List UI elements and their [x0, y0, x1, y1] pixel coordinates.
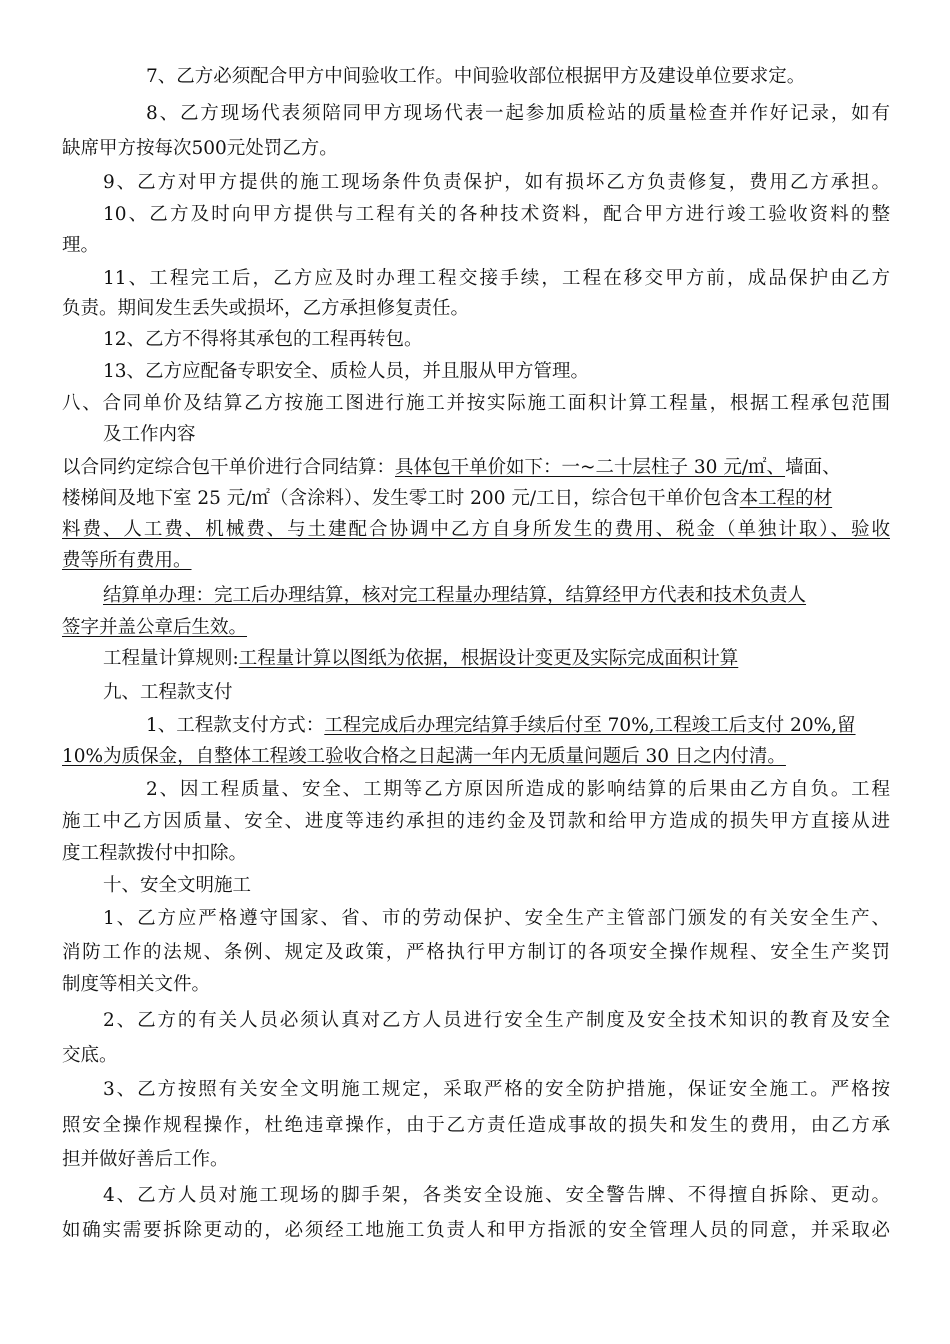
clause-9-line: 9、乙方对甲方提供的施工现场条件负责保护，如有损坏乙方负责修复，费用乙方承担。	[103, 172, 890, 193]
unit-price-line-2	[62, 486, 832, 512]
unit-price-line-4: 费等所有费用。	[62, 550, 192, 571]
quantity-rule-text: 工程量计算以图纸为依据，根据设计变更及实际完成面积计算	[238, 648, 739, 669]
unit-price-includes: 本工程的材	[739, 488, 833, 509]
clause-13-line: 13、乙方应配备专职安全、质检人员，并且服从甲方管理。	[103, 361, 590, 382]
payment-1-label: 1、工程款支付方式：	[146, 715, 325, 736]
settlement-line-1	[103, 583, 890, 609]
unit-price-stairs: 楼梯间及地下室 25 元/㎡（含涂料）、发生零工时 200 元/工日，综合包干单价包含	[62, 488, 740, 509]
safety-3-line-3: 担并做好善后工作。	[62, 1149, 229, 1170]
settlement-line-2: 签字并盖公章后生效。	[62, 617, 248, 638]
payment-1-text: 工程完成后办理完结算手续后付至 70%,工程竣工后支付 20%,留	[324, 715, 856, 736]
unit-price-wall: 墙面、	[785, 457, 841, 478]
clause-10-line-2: 理。	[62, 235, 100, 256]
clause-8-line-2: 缺席甲方按每次500元处罚乙方。	[62, 138, 338, 159]
section-8-heading-line-1: 八、合同单价及结算乙方按施工图进行施工并按实际施工面积计算工程量，根据工程承包范围	[62, 393, 890, 414]
payment-1-line-1	[146, 713, 856, 739]
unit-price-detail: 具体包干单价如下：一~二十层柱子 30 元/㎡、	[395, 457, 786, 478]
payment-2-line-2: 施工中乙方因质量、安全、进度等违约承担的违约金及罚款和给甲方造成的损失甲方直接从进	[62, 811, 890, 832]
clause-11-line-1: 11、工程完工后，乙方应及时办理工程交接手续，工程在移交甲方前，成品保护由乙方	[103, 268, 890, 289]
safety-3-line-1: 3、乙方按照有关安全文明施工规定，采取严格的安全防护措施，保证安全施工。严格按	[103, 1079, 890, 1100]
clause-12-line: 12、乙方不得将其承包的工程再转包。	[103, 329, 423, 350]
clause-7-line: 7、乙方必须配合甲方中间验收工作。中间验收部位根据甲方及建设单位要求定。	[146, 66, 806, 87]
clause-8-line-1: 8、乙方现场代表须陪同甲方现场代表一起参加质检站的质量检查并作好记录，如有	[146, 103, 890, 124]
payment-2-line-3: 度工程款拨付中扣除。	[62, 843, 248, 864]
safety-1-line-3: 制度等相关文件。	[62, 974, 211, 995]
safety-4-line-2: 如确实需要拆除更动的，必须经工地施工负责人和甲方指派的安全管理人员的同意，并采取必	[62, 1220, 890, 1241]
settlement-label: 结算单办理：	[103, 585, 215, 606]
safety-1-line-2: 消防工作的法规、条例、规定及政策，严格执行甲方制订的各项安全操作规程、安全生产奖罚	[62, 942, 890, 963]
unit-price-intro: 以合同约定综合包干单价进行合同结算：	[62, 457, 396, 478]
clause-10-line-1: 10、乙方及时向甲方提供与工程有关的各种技术资料，配合甲方进行竣工验收资料的整	[103, 204, 890, 225]
safety-4-line-1: 4、乙方人员对施工现场的脚手架，各类安全设施、安全警告牌、不得擅自拆除、更动。	[103, 1185, 890, 1206]
safety-2-line-1: 2、乙方的有关人员必须认真对乙方人员进行安全生产制度及安全技术知识的教育及安全	[103, 1010, 890, 1031]
settlement-text: 完工后办理结算，核对完工程量办理结算，结算经甲方代表和技术负责人	[214, 585, 807, 606]
quantity-rule-line	[103, 646, 738, 672]
unit-price-line-3: 料费、人工费、机械费、与土建配合协调中乙方自身所发生的费用、税金（单独计取）、验收	[62, 519, 890, 540]
section-10-heading: 十、安全文明施工	[103, 875, 252, 896]
section-8-heading-line-2: 及工作内容	[103, 424, 196, 445]
safety-1-line-1: 1、乙方应严格遵守国家、省、市的劳动保护、安全生产主管部门颁发的有关安全生产、	[103, 908, 890, 929]
safety-3-line-2: 照安全操作规程操作，杜绝违章操作，由于乙方责任造成事故的损失和发生的费用，由乙方承	[62, 1115, 890, 1136]
quantity-rule-label: 工程量计算规则:	[103, 648, 239, 669]
section-9-heading: 九、工程款支付	[103, 682, 233, 703]
safety-2-line-2: 交底。	[62, 1045, 118, 1066]
payment-1-line-2: 10%为质保金，自整体工程竣工验收合格之日起满一年内无质量问题后 30 日之内付清。	[62, 746, 786, 767]
clause-11-line-2: 负责。期间发生丢失或损坏，乙方承担修复责任。	[62, 298, 470, 319]
payment-2-line-1: 2、因工程质量、安全、工期等乙方原因所造成的影响结算的后果由乙方自负。工程	[146, 779, 890, 800]
unit-price-line-1	[62, 455, 841, 481]
